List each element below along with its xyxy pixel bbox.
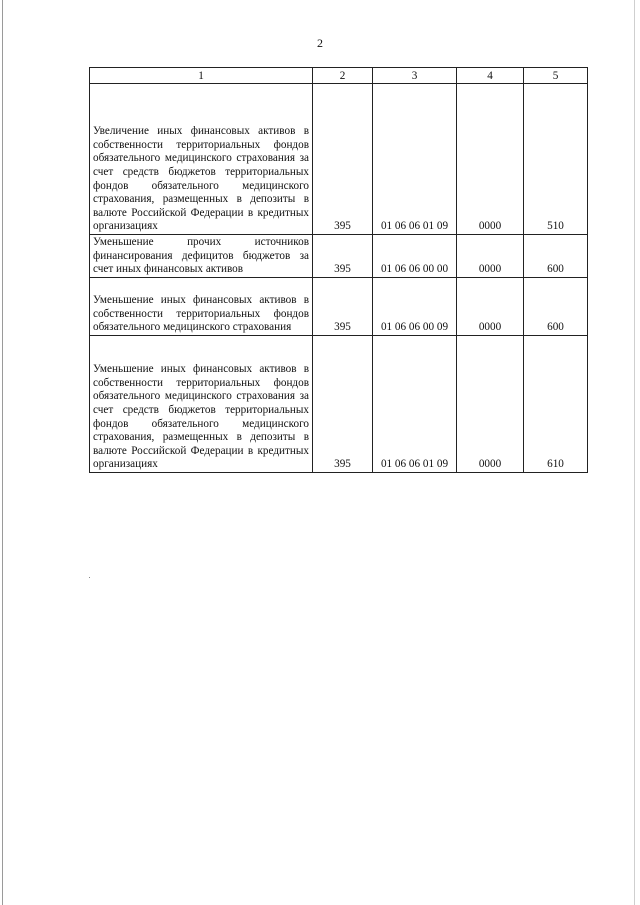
row-name-cell: Увеличение иных финансовых активов в собственности территориальных фондов обязательного медицинского страхования за счет средств бюджетов территориальных фондов обязательного медицинского страхования, размещенных в депозиты в валюте Российской Федерации в кредитных организациях bbox=[90, 84, 313, 235]
subcode-cell: 0000 bbox=[457, 278, 524, 336]
kosgu-cell: 600 bbox=[524, 278, 588, 336]
page-edge-left bbox=[2, 0, 3, 905]
row-name-cell: Уменьшение иных финансовых активов в собственности территориальных фондов обязательного медицинского страхования за счет средств бюджетов территориальных фондов обязательного медицинского страхования, размещенных в депозиты в валюте Российской Федерации в кредитных организациях bbox=[90, 336, 313, 473]
table-row bbox=[90, 84, 588, 235]
admin-code-cell: 395 bbox=[313, 235, 373, 278]
column-header-2: 2 bbox=[313, 68, 373, 84]
table-row bbox=[90, 278, 588, 336]
kosgu-cell: 510 bbox=[524, 84, 588, 235]
budget-code-cell: 01 06 06 00 00 bbox=[373, 235, 457, 278]
table-header-row bbox=[90, 68, 588, 84]
admin-code-cell: 395 bbox=[313, 278, 373, 336]
kosgu-cell: 600 bbox=[524, 235, 588, 278]
column-header-3: 3 bbox=[373, 68, 457, 84]
budget-classification-table bbox=[89, 67, 588, 473]
page-edge-right bbox=[634, 0, 635, 905]
budget-code-cell: 01 06 06 00 09 bbox=[373, 278, 457, 336]
subcode-cell: 0000 bbox=[457, 235, 524, 278]
kosgu-cell: 610 bbox=[524, 336, 588, 473]
row-name-cell: Уменьшение прочих источников финансирования дефицитов бюджетов за счет иных финансовых активов bbox=[90, 235, 313, 278]
budget-code-cell: 01 06 06 01 09 bbox=[373, 84, 457, 235]
subcode-cell: 0000 bbox=[457, 84, 524, 235]
admin-code-cell: 395 bbox=[313, 84, 373, 235]
table-row bbox=[90, 336, 588, 473]
table-row bbox=[90, 235, 588, 278]
row-name-cell: Уменьшение иных финансовых активов в собственности территориальных фондов обязательного медицинского страхования bbox=[90, 278, 313, 336]
subcode-cell: 0000 bbox=[457, 336, 524, 473]
scan-speck bbox=[89, 577, 90, 578]
page-number: 2 bbox=[317, 36, 323, 50]
column-header-4: 4 bbox=[457, 68, 524, 84]
column-header-5: 5 bbox=[524, 68, 588, 84]
budget-code-cell: 01 06 06 01 09 bbox=[373, 336, 457, 473]
column-header-1: 1 bbox=[90, 68, 313, 84]
admin-code-cell: 395 bbox=[313, 336, 373, 473]
